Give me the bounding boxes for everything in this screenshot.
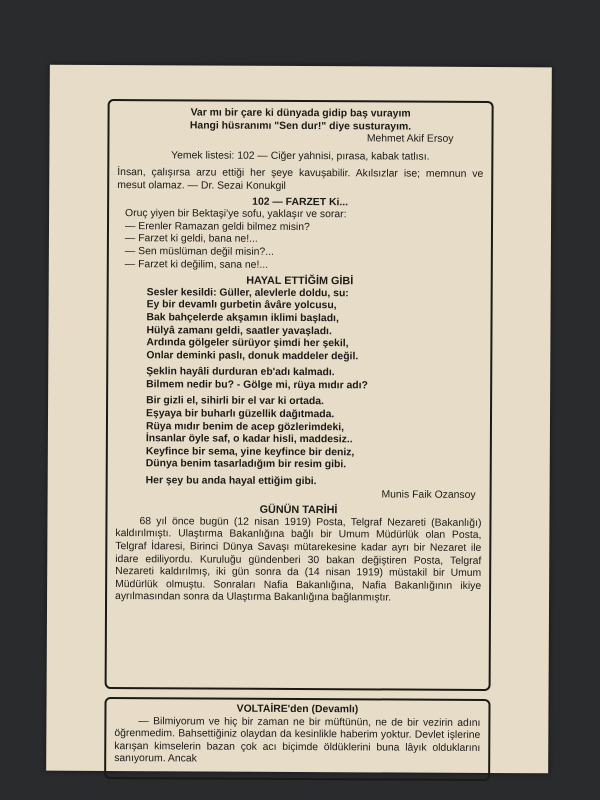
farzet-line: — Farzet ki değilim, sana ne!... [124, 258, 269, 271]
poem-line: Dünya benim tasarladığım bir resim gibi. [145, 458, 347, 471]
poem-line: Onlar deminki paslı, donuk maddeler değil. [146, 349, 359, 362]
voltaire-frame [104, 697, 490, 781]
main-frame [105, 99, 494, 691]
voltaire-title: VOLTAİRE'den (Devamlı) [236, 703, 359, 716]
farzet-line: — Farzet ki geldi, bana ne!... [124, 233, 258, 246]
saying: İnsan, çalışırsa arzu ettiği her şeye kavuşabilir. Akılsızlar ise; memnun ve mesut olamaz. — Dr. Sezai Konukgil [117, 167, 484, 192]
farzet-line: — Erenler Ramazan geldi bilmez misin? [124, 220, 310, 233]
poem-line: Bak bahçelerde akşamın iklimi başladı, [146, 312, 339, 325]
poem-line: Ey bir devamlı gurbetin âvâre yolcusu, [146, 299, 337, 312]
poem-line: Her şey bu anda hayal ettiğim gibi. [145, 475, 317, 488]
poem-title: HAYAL ETTİĞİM GİBİ [246, 274, 354, 288]
history-title: GÜNÜN TARİHİ [259, 504, 338, 517]
history-text: 68 yıl önce bugün (12 nisan 1919) Posta, Telgraf Nezareti (Bakanlığı) kaldırılmıştı. Ulaştırma Bakanlığına bağlı bir Umum Müdürlük olan Posta, Telgraf İdaresi, Birinci Dünya Savaşı mütarekesine kadar ayrı bir Nezaret ile idare ediliyordu. Kuruluğu gündenberi 30 bakan değiştiren Posta, Telgraf Nezareti kaldırılmış, iki gün sonra da (14 nisan 1919) müstakil bir Umum Müdürlük olmuştu. Sonraları Nafia Bakanlığına, Nafia Bakanlığının ikiye ayrılmasından sonra da Ulaştırma Bakanlığına bağlanmıştır. [115, 515, 482, 604]
poem-line: Eşyaya bir buharlı güzellik dağıtmada. [145, 408, 335, 421]
poem-line: Bir gizli el, sihirli bir el var ki ortada. [146, 395, 324, 408]
farzet-line: — Sen müslüman değil misin?... [124, 246, 274, 258]
quote-author: Mehmet Akif Ersoy [366, 133, 454, 145]
poem-line: İnsanlar öyle saf, o kadar hisli, maddesiz.. [145, 433, 353, 446]
poem-line: Sesler kesildi: Güller, alevlerle doldu, su: [146, 286, 349, 299]
poem-line: Keyfince bir sema, yine keyfince bir deniz, [145, 446, 355, 459]
poem-line: Şeklin hayâli durduran eb'adı kalmadı. [146, 366, 335, 379]
quote-line-1: Var mı bir çare ki dünyada gidip baş vurayım [190, 107, 411, 120]
poem-line: Rüya mıdır benim de acep gözlerimdeki, [145, 420, 345, 433]
poem-line: Bilmem nedir bu? - Gölge mi, rüya mıdır adı? [146, 379, 368, 392]
poem-author: Munis Faik Ozansoy [381, 489, 476, 501]
farzet-intro: Oruç yiyen bir Bektaşi'ye sofu, yaklaşır ve sorar: [125, 208, 347, 221]
poem-body [116, 287, 483, 490]
farzet-title: 102 — FARZET Ki... [252, 196, 349, 208]
calendar-page [46, 65, 552, 774]
menu-line: Yemek listesi: 102 — Ciğer yahnisi, pırasa, kabak tatlısı. [171, 150, 430, 163]
poem-line: Hülyâ zamanı geldi, saatler yavaşladı. [146, 324, 332, 337]
voltaire-text: — Bilmiyorum ve hiç bir zaman ne bir müftünün, ne de bir vezirin adını öğrenmedim. Bahsettiğiniz olaydan da kesinlikle haberim yoktur. Devlet işlerine karışan kimselerin bazan çok acı biçimde öldüklerini buna lâyık olduklarını sanıyorum. Ancak [114, 715, 481, 765]
quote-line-2: Hangi hüsranımı "Sen dur!" diye susturayım. [189, 120, 412, 133]
poem-line: Ardında gölgeler sürüyor şimdi her şekil, [146, 337, 349, 350]
farzet-dialog [117, 208, 483, 273]
